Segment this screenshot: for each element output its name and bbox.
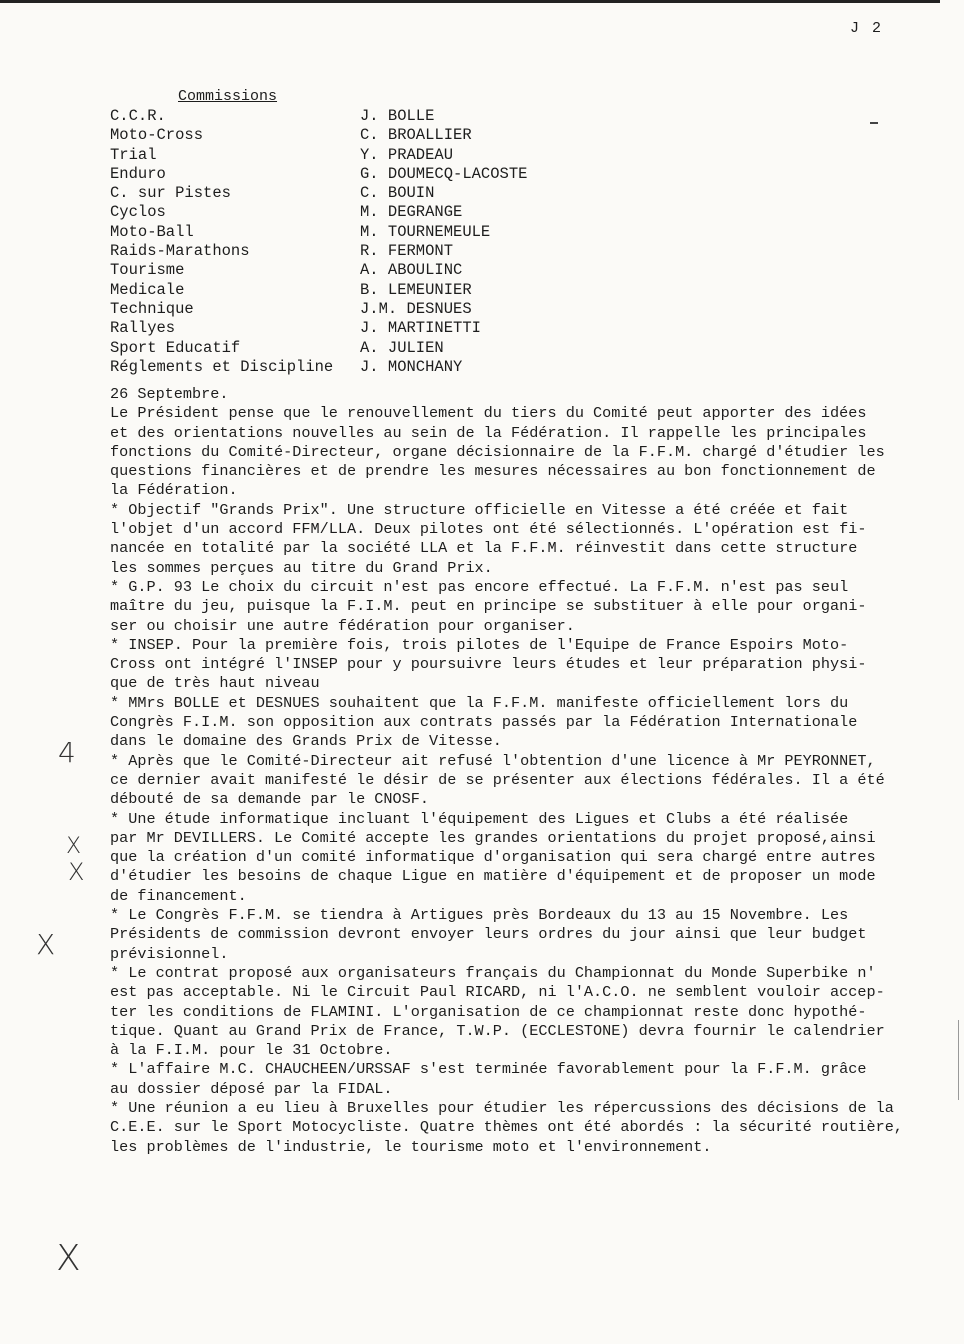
commission-row xyxy=(110,261,527,280)
commission-person: M. DEGRANGE xyxy=(360,203,463,222)
commission-row xyxy=(110,358,527,377)
commission-person: A. JULIEN xyxy=(360,338,444,357)
commission-name: Trial xyxy=(110,145,157,164)
paragraph-superbike: * Le contrat proposé aux organisateurs français du Championnat du Monde Superbike n' est pas acceptable. Ni le Circuit Paul RICARD, ni l'A.C.O. ne semblent vouloir accep- ter les conditions de FLAMINI. L'organisation de ce championnat reste donc hypothé- tique. Quant au Grand Prix de France, T.W.P. (ECCLESTONE) devra fournir le calendrier à la F.I.M. pour le 31 Octobre. xyxy=(110,963,885,1060)
commission-row xyxy=(110,319,527,338)
commission-person: A. ABOULINC xyxy=(360,261,463,280)
commission-row xyxy=(110,203,527,222)
commission-name: Rallyes xyxy=(110,319,176,338)
paragraph-insep: * INSEP. Pour la première fois, trois pilotes de l'Equipe de France Espoirs Moto- Cross ont intégré l'INSEP pour y poursuivre leurs études et leur préparation physi- que de très haut niveau xyxy=(110,635,867,693)
commission-row xyxy=(110,300,527,319)
paragraph-bruxelles: * Une réunion a eu lieu à Bruxelles pour étudier les répercussions des décisions de la C.E.E. sur le Sport Motocycliste. Quatre thèmes ont été abordés : la sécurité routière, les problèmes de l'industrie, le tourisme moto et l'environnement. xyxy=(110,1098,903,1156)
top-rule xyxy=(0,0,940,3)
scan-edge-mark xyxy=(958,1020,959,1100)
commission-person: J. MONCHANY xyxy=(360,357,463,376)
commission-person: J.M. DESNUES xyxy=(360,299,472,318)
handwritten-mark: 4 xyxy=(58,736,76,769)
commission-name: Enduro xyxy=(110,164,166,183)
commission-name: C. sur Pistes xyxy=(110,184,231,203)
commission-row xyxy=(110,146,527,165)
paragraph-congres-fim: * MMrs BOLLE et DESNUES souhaitent que la F.F.M. manifeste officiellement lors du Congrès F.I.M. son opposition aux contrats passés par la Fédération Internationale dans le domaine des Grands Prix de Vitesse. xyxy=(110,693,858,751)
minutes-body xyxy=(110,385,940,1157)
paragraph-congres-ffm: * Le Congrès F.F.M. se tiendra à Artigues près Bordeaux du 13 au 15 Novembre. Les Présidents de commission devront envoyer leurs ordres du jour ainsi que leur budget prévisionnel. xyxy=(110,906,867,963)
commission-row xyxy=(110,281,527,300)
paragraph-president: Le Président pense que le renouvellement du tiers du Comité peut apporter des idées et des orientations nouvelles au sein de la Fédération. Il rappelle les principales fonctions du Comité-Directeur, organe décisionnaire de la F.F.M. chargé d'étudier les questions financières et de prendre les mesures nécessaires au bon fonctionnement de la Fédération. xyxy=(110,404,885,500)
commission-name: Tourisme xyxy=(110,261,185,280)
commission-person: B. LEMEUNIER xyxy=(360,280,472,299)
paragraph-peyronnet: * Après que le Comité-Directeur ait refusé l'obtention d'une licence à Mr PEYRONNET, ce dernier avait manifesté le désir de se présenter aux élections fédérales. Il a été débouté de sa demande par le CNOSF. xyxy=(110,751,885,809)
commissions-list xyxy=(110,107,527,377)
commission-person: J. MARTINETTI xyxy=(360,319,481,338)
dash-mark xyxy=(870,122,878,124)
paragraph-informatique: * Une étude informatique incluant l'équipement des Ligues et Clubs a été réalisée par Mr DEVILLERS. Le Comité accepte les grandes orientations du projet proposé,ainsi que la création d'un comité informatique d'organisation qui sera chargé entre autres d'étudier les besoins de chaque Ligue en matière d'équipement et de proposer un mode de financement. xyxy=(110,809,876,905)
commission-person: J. BOLLE xyxy=(360,107,435,125)
commission-name: Medicale xyxy=(110,280,185,299)
paragraph-gp93: * G.P. 93 Le choix du circuit n'est pas encore effectué. La F.F.M. n'est pas seul maître du jeu, puisque la F.I.M. peut en principe se substituer à elle pour organi- ser ou choisir une autre fédération pour organiser. xyxy=(110,577,867,635)
commission-row xyxy=(110,242,527,261)
commission-person: C. BROALLIER xyxy=(360,126,472,145)
commission-name: Moto-Cross xyxy=(110,126,204,145)
commission-name: Moto-Ball xyxy=(110,222,194,241)
paragraph-grands-prix: * Objectif "Grands Prix". Une structure officielle en Vitesse a été créée et fait l'objet d'un accord FFM/LLA. Deux pilotes ont été sélectionnés. L'opération est fi- nancée en totalité par la société LLA et la F.F.M. réinvestit dans cette structure les sommes perçues au titre du Grand Prix. xyxy=(110,500,867,577)
handwritten-mark: X xyxy=(36,928,56,961)
handwritten-mark: X xyxy=(56,1238,81,1279)
commission-row xyxy=(110,184,527,203)
commission-row xyxy=(110,223,527,242)
commissions-heading: Commissions xyxy=(178,88,278,105)
commission-person: M. TOURNEMEULE xyxy=(360,222,491,241)
commission-person: G. DOUMECQ-LACOSTE xyxy=(360,164,528,183)
handwritten-mark: X xyxy=(68,858,85,886)
commission-row xyxy=(110,339,527,358)
paragraph-urssaf: * L'affaire M.C. CHAUCHEEN/URSSAF s'est terminée favorablement pour la F.F.M. grâce au dossier déposé par la FIDAL. xyxy=(110,1060,867,1098)
commission-row xyxy=(110,107,527,126)
commission-name: Technique xyxy=(110,299,194,318)
commission-row xyxy=(110,165,527,184)
handwritten-mark: X xyxy=(66,834,82,859)
commission-name: Cyclos xyxy=(110,203,166,222)
commission-person: Y. PRADEAU xyxy=(360,145,454,164)
page-number: J 2 xyxy=(850,20,884,37)
commission-name: Réglements et Discipline xyxy=(110,357,334,376)
commission-row xyxy=(110,126,527,145)
commission-name: Raids-Marathons xyxy=(110,242,250,261)
commission-person: R. FERMONT xyxy=(360,242,454,261)
date-line: 26 Septembre. xyxy=(110,385,229,403)
commission-name: Sport Educatif xyxy=(110,338,241,357)
commission-name: C.C.R. xyxy=(110,107,166,125)
commission-person: C. BOUIN xyxy=(360,184,435,203)
